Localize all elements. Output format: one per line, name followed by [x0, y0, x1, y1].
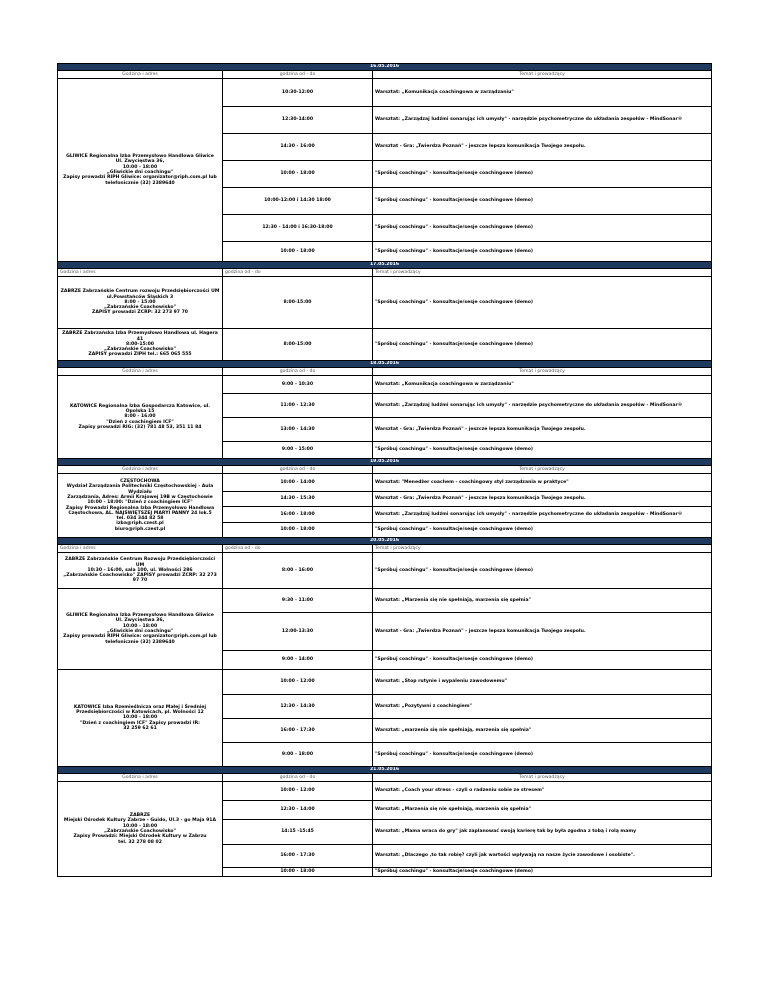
- session-topic: Warsztat - Gra: „Twierdza Poznań" - jeszcze lepsza komunikacja Twojego zespołu.: [373, 613, 712, 651]
- session-time: 8:00 - 16:00: [223, 553, 373, 589]
- address-line: „Zabrzańskie Coachowisko": [104, 347, 176, 353]
- date-bar: 17.05.2016: [58, 262, 712, 269]
- date-row: [58, 767, 712, 774]
- session-topic: "Spróbuj coachingu" - konsultacje/sesje coachingowe (demo): [373, 651, 712, 670]
- session-topic: Warsztat - Gra: „Twierdza Poznań" - jeszcze lepsza komunikacja Twojego zespołu.: [373, 492, 712, 507]
- address-line: „Gliwickie dni coachingu": [106, 629, 174, 634]
- session-time: 9:00 - 14:00: [223, 651, 373, 670]
- date-bar: 20.05.2016: [58, 538, 712, 545]
- session-row: [58, 329, 712, 361]
- session-time: 14:30 - 15:30: [223, 492, 373, 507]
- header-time: godzina od - do: [223, 545, 373, 553]
- address-line: telefonicznie (32) 2389640: [105, 639, 175, 645]
- session-topic: "Spróbuj coachingu" - konsultacje/sesje coachingowe (demo): [373, 553, 712, 589]
- header-topic: Temat i prowadzący: [373, 269, 712, 277]
- address-line: ZABRZE Zabrzańskie Centrum Rozwoju Przedsiębiorczości UM: [64, 557, 216, 568]
- address-line: Miejski Ośrodek Kultury Zabrze - Guido, Ul.3 - go Maja 91A: [63, 818, 217, 824]
- header-topic: Temat i prowadzący: [373, 466, 712, 474]
- header-address: Godzina i adres: [58, 466, 223, 474]
- address-line: Zapisy prowadzi RIPH Gliwice: organizator@riph.com.pl lub: [63, 175, 217, 181]
- address-line: 10:00 - 18:00: [122, 715, 158, 721]
- session-row: [58, 553, 712, 589]
- date-row: [58, 64, 712, 71]
- session-time: 12:30 - 14:00: [223, 801, 373, 820]
- session-row: [58, 376, 712, 394]
- session-time: 9:00 - 10:30: [223, 376, 373, 394]
- session-topic: "Spróbuj coachingu" - konsultacje/sesje coachingowe (demo): [373, 215, 712, 242]
- session-topic: Warsztat: „Marzenia się nie spełniają, marzenia się spełnia": [373, 589, 712, 613]
- address-line: GLIWICE Regionalna Izba Przemysłowo Handlowa Gliwice: [66, 613, 214, 619]
- header-time: godzina od - do: [223, 466, 373, 474]
- date-row: [58, 262, 712, 269]
- address-line: Zapisy prowadzi RIPH Gliwice: organizator@riph.com.pl lub: [63, 634, 217, 640]
- session-topic: "Spróbuj coachingu" - konsultacje/sesje coachingowe (demo): [373, 868, 712, 877]
- address-line: Częstochowa, AL. NAJŚWIĘTSZEJ MARYI PANNY 24 lok.5: [68, 510, 212, 516]
- date-bar: 21.05.2016: [58, 767, 712, 774]
- address-line: "Dzień z coachingiem ICF": [106, 419, 174, 425]
- address-line: ul.Powstańców Śląskich 3: [106, 294, 174, 300]
- address-line: Zarządzania, Adres: Armii Krajowej 19B w Częstochowie: [67, 494, 213, 500]
- session-time: 16:00 - 17:30: [223, 719, 373, 743]
- address-line: 8:00-15:00: [126, 341, 154, 347]
- address-line: 10:00 - 18:00: [122, 164, 158, 170]
- header-address: Godzina i adres: [58, 545, 223, 553]
- session-time: 13:00 - 14:30: [223, 418, 373, 442]
- session-time: 14:30 - 16:00: [223, 134, 373, 161]
- address-line: 10:30 - 16:00, sala 100, ul. Wolności 286: [87, 567, 193, 573]
- session-time: 16:00 - 17:30: [223, 845, 373, 868]
- address-line: Wydział Zarządzania Politechniki Częstochowskiej - Aula Wydziału: [66, 484, 214, 495]
- session-topic: Warsztat - Gra: „Twierdza Poznań" - jeszcze lepsza komunikacja Twojego zespołu.: [373, 418, 712, 442]
- session-topic: Warsztat: „Komunikacja coachingowa w zarządzaniu": [373, 376, 712, 394]
- header-address: Godzina i adres: [58, 368, 223, 376]
- session-topic: Warsztat: „Marzenia się nie spełniają, marzenia się spełnia": [373, 801, 712, 820]
- location-address: [58, 589, 223, 670]
- address-line: GLIWICE Regionalna Izba Przemysłowo Handlowa Gliwice: [66, 154, 214, 160]
- header-address: Godzina i adres: [58, 269, 223, 277]
- header-topic: Temat i prowadzący: [373, 774, 712, 782]
- address-line: Ul. Zwycięstwa 36,: [115, 618, 165, 624]
- address-line: Zapisy Prowadzi: Miejski Ośrodek Kultury w Zabrzu: [73, 834, 207, 840]
- header-topic: Temat i prowadzący: [373, 368, 712, 376]
- date-bar: 18.05.2016: [58, 361, 712, 368]
- session-time: 10:00 - 14:00: [223, 474, 373, 492]
- session-topic: Warsztat - Gra: „Twierdza Poznań" - jeszcze lepsza komunikacja Twojego zespołu.: [373, 134, 712, 161]
- session-time: 12:00-13:30: [223, 613, 373, 651]
- session-time: 9:30 - 11:00: [223, 589, 373, 613]
- header-address: Godzina i adres: [58, 774, 223, 782]
- session-topic: Warsztat: „Mama wraca do gry" jak zaplanować swoją karierę tak by była zgodna z tobą i rolą mamy: [373, 820, 712, 845]
- address-line: 8:00 - 16:00: [124, 414, 156, 420]
- session-time: 10:00 - 18:00: [223, 868, 373, 877]
- header-row: [58, 269, 712, 277]
- session-time: 9:00 - 18:00: [223, 743, 373, 767]
- header-time: godzina od - do: [223, 774, 373, 782]
- location-address: [58, 277, 223, 329]
- header-topic: Temat i prowadzący: [373, 545, 712, 553]
- header-row: [58, 466, 712, 474]
- location-address: [58, 474, 223, 538]
- session-topic: Warsztat: „Dlaczego ,to tak robię? czyli jak wartości wpływają na nasze życie zawodowe i osobiste".: [373, 845, 712, 868]
- session-topic: Warsztat: „marzenia się nie spełniają, marzenia się spełnia": [373, 719, 712, 743]
- session-time: 10:00 - 18:00: [223, 161, 373, 188]
- session-topic: Warsztat: „Zarządzaj ludźmi sonarując ich umysły" - narzędzie psychometryczne do układania zespołów - MindSonar®: [373, 507, 712, 523]
- address-line: 10:00 - 18:00: "Dzień z coachingiem ICF": [87, 500, 193, 506]
- address-line: Ul. Zwycięstwa 36,: [115, 159, 165, 165]
- session-topic: "Spróbuj coachingu" - konsultacje/sesje coachingowe (demo): [373, 161, 712, 188]
- session-row: [58, 79, 712, 107]
- header-row: [58, 774, 712, 782]
- session-time: 12:30 - 14:00 i 16:30-18:00: [223, 215, 373, 242]
- session-row: [58, 589, 712, 613]
- session-topic: "Spróbuj coachingu" - konsultacje/sesje coachingowe (demo): [373, 329, 712, 361]
- session-time: 10:00 - 12:00: [223, 670, 373, 695]
- address-line: „Zabrzańskie Coachowisko": [104, 829, 176, 834]
- session-row: [58, 277, 712, 329]
- session-time: 10:00 - 18:00: [223, 242, 373, 262]
- session-topic: Warsztat: „Zarządzaj ludźmi sonarując ich umysły" - narzędzie psychometryczne do układania zespołów - MindSonar®: [373, 107, 712, 134]
- session-topic: "Spróbuj coachingu" - konsultacje/sesje coachingowe (demo): [373, 743, 712, 767]
- address-line: Zapisy prowadzi RIG: (32) 781 48 53, 351 11 84: [78, 424, 202, 430]
- session-time: 10:30-12:00: [223, 79, 373, 107]
- session-topic: Warsztat: „Stop rutynie i wypaleniu zawodowemu": [373, 670, 712, 695]
- header-time: godzina od - do: [223, 368, 373, 376]
- header-topic: Temat i prowadzący: [373, 71, 712, 79]
- schedule-table: [57, 63, 712, 877]
- date-row: [58, 361, 712, 368]
- session-time: 12:30-14:00: [223, 107, 373, 134]
- session-topic: "Spróbuj coachingu" - konsultacje/sesje coachingowe (demo): [373, 523, 712, 538]
- location-address: [58, 376, 223, 459]
- session-topic: Warsztat: „Pozytywni z coachingiem": [373, 695, 712, 719]
- address-line: "Dzień z coachingiem ICF" Zapisy prowadzi IR:: [79, 720, 200, 726]
- session-topic: "Spróbuj coachingu" - konsultacje/sesje coachingowe (demo): [373, 188, 712, 215]
- session-time: 9:00 - 15:00: [223, 442, 373, 459]
- session-time: 16:00 - 18:00: [223, 507, 373, 523]
- address-line: CZĘSTOCHOWA: [120, 479, 160, 485]
- date-bar: 16.05.2016: [58, 64, 712, 71]
- session-row: [58, 474, 712, 492]
- session-topic: "Spróbuj coachingu" - konsultacje/sesje coachingowe (demo): [373, 277, 712, 329]
- address-line: biuro@riph.czest.pl: [114, 526, 166, 532]
- session-row: [58, 670, 712, 695]
- session-time: 11:00 - 12:30: [223, 394, 373, 418]
- address-line: izba@riph.czest.pl: [116, 521, 164, 527]
- address-line: „Gliwickie dni coachingu": [106, 170, 174, 175]
- session-time: 8:00-15:00: [223, 277, 373, 329]
- address-line: 10:00 - 18:00: [122, 823, 158, 829]
- address-line: ZABRZE: [129, 813, 151, 819]
- session-topic: Warsztat: „Komunikacja coachingowa w zarządzaniu": [373, 79, 712, 107]
- session-topic: "Spróbuj coachingu" - konsultacje/sesje coachingowe (demo): [373, 442, 712, 459]
- session-topic: "Spróbuj coachingu" - konsultacje/sesje coachingowe (demo): [373, 242, 712, 262]
- session-time: 10:00 - 18:00: [223, 523, 373, 538]
- session-time: 8:00-15:00: [223, 329, 373, 361]
- address-line: ZABRZE Zabrzańska Izba Przemysłowo Handlowa ul. Hagera 41: [62, 331, 218, 342]
- address-line: Przedsiębiorczości w Katowicach, pl. Wolności 12: [76, 710, 204, 716]
- address-line: 10:00 - 18:00: [122, 623, 158, 629]
- header-time: godzina od - do: [223, 269, 373, 277]
- session-time: 14:15 -15:45: [223, 820, 373, 845]
- session-time: 10:00-12:00 i 14:30 18:00: [223, 188, 373, 215]
- address-line: 8:00 - 15:00: [124, 299, 156, 305]
- session-topic: Warsztat: „Zarządzaj ludźmi sonarując ich umysły" - narzędzie psychometryczne do układania zespołów - MindSonar®: [373, 394, 712, 418]
- address-line: KATOWICE Izba Rzemieślnicza oraz Małej i Średniej: [73, 704, 207, 710]
- location-address: [58, 553, 223, 589]
- date-row: [58, 459, 712, 466]
- address-line: KATOWICE Regionalna Izba Gospodarcza Katowice, ul. Opolska 15: [69, 403, 211, 415]
- session-topic: Warsztat: "Menedżer coachem - coachingowy styl zarządzania w praktyce": [373, 474, 712, 492]
- address-line: tel. 32 278 08 02: [118, 839, 162, 845]
- location-address: [58, 782, 223, 877]
- address-line: „Zabrzańskie Coachowisko": [104, 305, 176, 311]
- date-row: [58, 538, 712, 545]
- header-row: [58, 545, 712, 553]
- session-row: [58, 782, 712, 801]
- session-topic: Warsztat: „Coach your stress - czyli o radzeniu sobie ze stresem": [373, 782, 712, 801]
- session-time: 12:30 - 14:30: [223, 695, 373, 719]
- header-row: [58, 71, 712, 79]
- address-line: tel. 034 344 82 58: [116, 516, 164, 522]
- date-bar: 19.05.2016: [58, 459, 712, 466]
- location-address: [58, 79, 223, 262]
- session-time: 10:00 - 12:00: [223, 782, 373, 801]
- address-line: 32 259 62 61: [123, 725, 157, 731]
- address-line: ZAPISY prowadzi ZCRP: 32 273 97 70: [92, 310, 188, 316]
- address-line: „Zabrzańskie Coachowisko" ZAPISY prowadzi ZCRP: 32 273 97 70: [63, 573, 217, 584]
- location-address: [58, 329, 223, 361]
- location-address: [58, 670, 223, 767]
- header-address: Godzina i adres: [58, 71, 223, 79]
- header-row: [58, 368, 712, 376]
- address-line: Zapisy Prowadzi Regionalna Izba Przemysłowo Handlowa: [65, 505, 215, 511]
- address-line: ZABRZE Zabrzańskie Centrum rozwoju Przedsiębiorczości UM: [60, 289, 220, 295]
- address-line: telefonicznie (32) 2389640: [105, 180, 175, 186]
- address-line: ZAPISY prowadzi ZIPH tel.: 665 065 555: [88, 352, 192, 358]
- header-time: godzina od - do: [223, 71, 373, 79]
